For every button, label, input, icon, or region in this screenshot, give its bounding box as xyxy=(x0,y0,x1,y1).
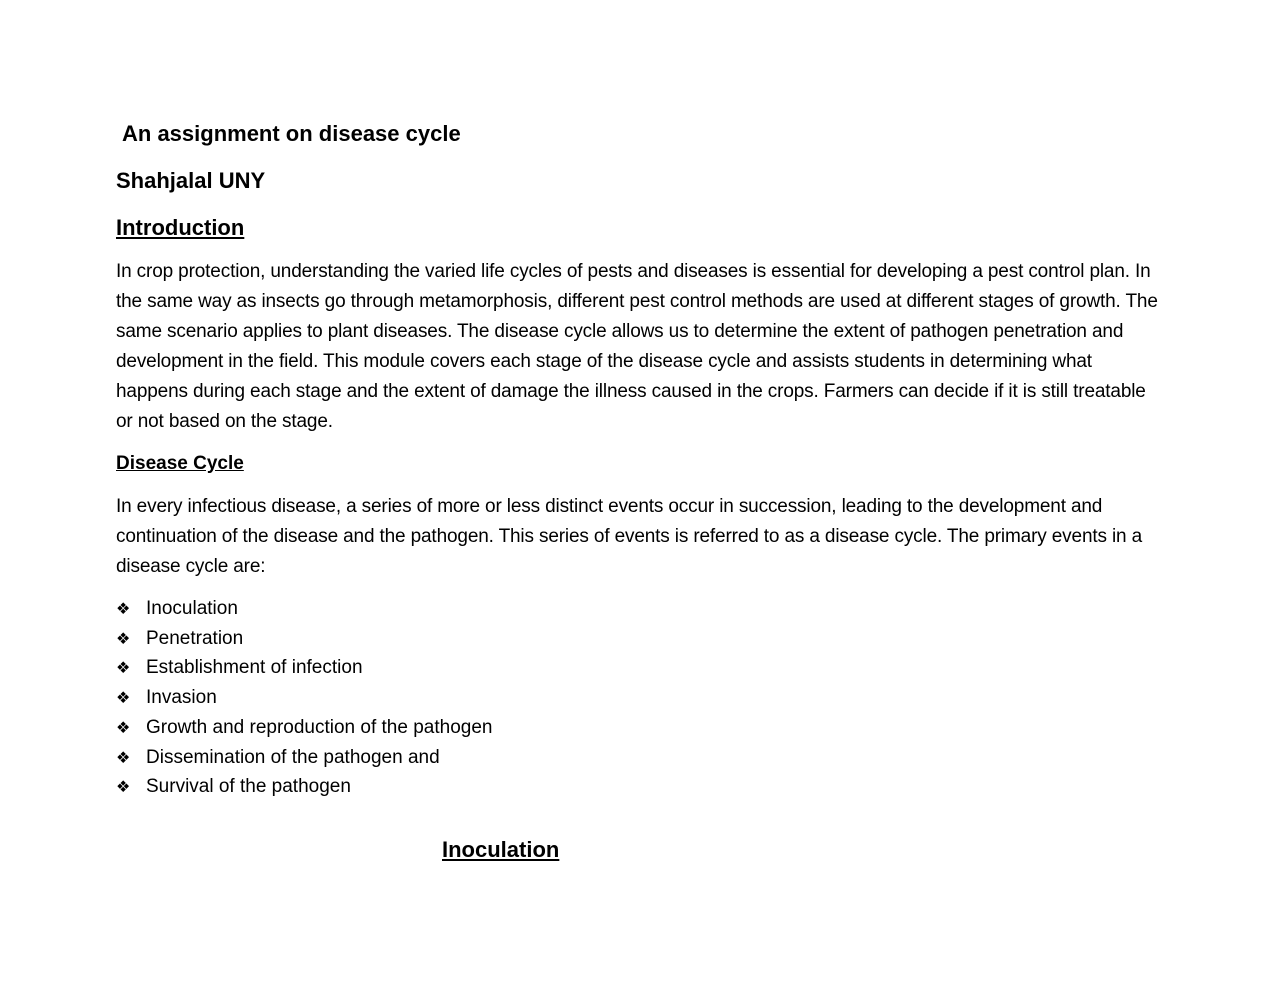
introduction-heading: Introduction xyxy=(116,215,245,240)
list-item xyxy=(116,683,492,713)
diamond-bullet-icon: ❖ xyxy=(116,747,131,767)
diamond-bullet-icon: ❖ xyxy=(116,658,131,678)
event-label: Inoculation xyxy=(146,598,238,619)
event-label: Establishment of infection xyxy=(146,657,363,679)
list-item xyxy=(116,772,492,802)
diamond-bullet-icon: ❖ xyxy=(116,777,131,797)
event-label: Invasion xyxy=(146,687,217,709)
diamond-bullet-icon: ❖ xyxy=(116,628,131,648)
list-item xyxy=(116,653,492,683)
diamond-bullet-icon: ❖ xyxy=(116,599,131,618)
disease-cycle-event-list xyxy=(116,594,492,802)
disease-cycle-paragraph: In every infectious disease, a series of more or less distinct events occur in succession, leading to the development and continuation of the disease and the pathogen. This series of events is referred to as a disease cycle. The primary events in a disease cycle are: xyxy=(116,496,1142,577)
list-item xyxy=(116,743,492,773)
event-label: Survival of the pathogen xyxy=(146,776,351,798)
list-item xyxy=(116,594,492,624)
disease-cycle-heading: Disease Cycle xyxy=(116,453,244,474)
document-title: An assignment on disease cycle xyxy=(122,121,461,146)
event-label: Dissemination of the pathogen and xyxy=(146,746,440,768)
inoculation-heading: Inoculation xyxy=(442,837,560,862)
event-label: Penetration xyxy=(146,627,244,649)
list-item xyxy=(116,624,492,654)
event-label: Growth and reproduction of the pathogen xyxy=(146,716,493,738)
diamond-bullet-icon: ❖ xyxy=(116,717,131,737)
list-item xyxy=(116,713,492,743)
diamond-bullet-icon: ❖ xyxy=(116,688,131,708)
introduction-paragraph: In crop protection, understanding the varied life cycles of pests and diseases is essential for developing a pest control plan. In the same way as insects go through metamorphosis, different pest control methods are used at different stages of growth. The same scenario applies to plant diseases. The disease cycle allows us to determine the extent of pathogen penetration and development in the field. This module covers each stage of the disease cycle and assists students in determining what happens during each stage and the extent of damage the illness caused in the crops. Farmers can decide if it is still treatable or not based on the stage. xyxy=(116,261,1158,432)
university-name: Shahjalal UNY xyxy=(116,168,266,193)
